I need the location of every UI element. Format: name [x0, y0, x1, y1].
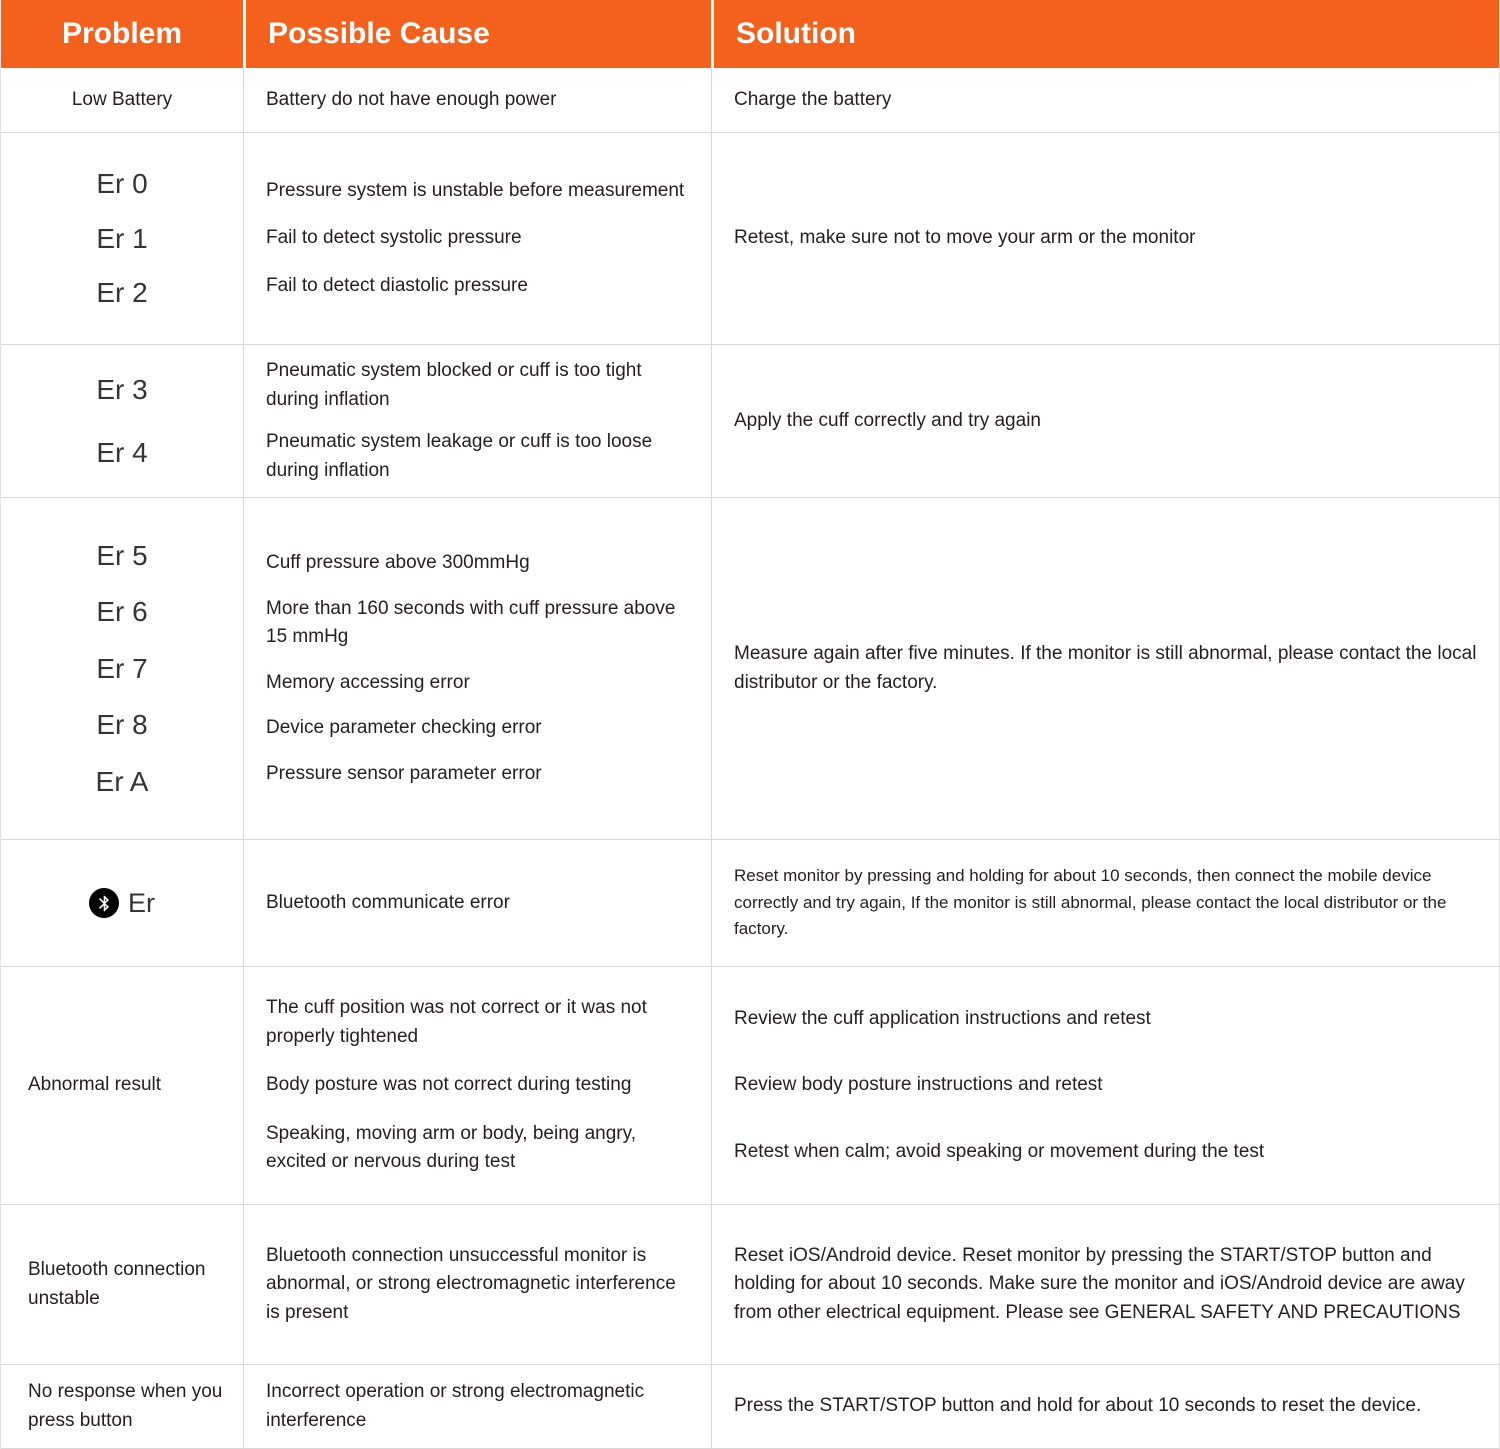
cause-cell [243, 68, 711, 132]
cause-text: Incorrect operation or strong electromagnetic interference [266, 1381, 645, 1431]
cause-text: Fail to detect diastolic pressure [266, 274, 528, 296]
problem-cell [1, 68, 243, 132]
cause-text: The cuff position was not correct or it was not properly tightened [266, 997, 647, 1047]
error-code: Er A [95, 765, 149, 797]
problem-label: Low Battery [71, 88, 173, 110]
cause-cell [243, 345, 711, 497]
problem-label: No response when you press button [28, 1381, 223, 1431]
problem-cell [1, 840, 243, 966]
cause-cell [243, 967, 711, 1204]
cause-text: Fail to detect systolic pressure [266, 227, 522, 249]
error-code: Er 1 [96, 222, 148, 254]
cause-text: Bluetooth connection unsuccessful monitor is abnormal, or strong electromagnetic interference is present [266, 1244, 676, 1323]
cause-cell [243, 133, 711, 344]
solution-text: Retest when calm; avoid speaking or movement during the test [734, 1140, 1265, 1162]
solution-cell [711, 1205, 1499, 1364]
solution-text: Press the START/STOP button and hold for about 10 seconds to reset the device. [734, 1395, 1422, 1417]
cause-text: Device parameter checking error [266, 717, 542, 738]
solution-cell [711, 133, 1499, 344]
cause-text: Body posture was not correct during testing [266, 1074, 632, 1096]
cause-text: Pressure sensor parameter error [266, 762, 542, 784]
error-code: Er 6 [96, 596, 148, 628]
problem-label [89, 888, 155, 919]
problem-cell [1, 1205, 243, 1364]
cause-text: Pneumatic system leakage or cuff is too loose during inflation [266, 431, 653, 481]
solution-cell [711, 498, 1499, 839]
bluetooth-icon [89, 888, 119, 918]
solution-text: Reset iOS/Android device. Reset monitor by pressing the START/STOP button and holding for about 10 seconds. Make sure the monitor and iOS/Android device are away from other electrical equipment. Please see GENERAL SAFETY AND PRECAUTIONS [734, 1244, 1465, 1323]
solution-text: Retest, make sure not to move your arm or the monitor [734, 227, 1196, 249]
solution-cell [711, 1365, 1499, 1448]
error-code: Er [128, 887, 155, 918]
table-row [1, 498, 1499, 840]
solution-cell [711, 68, 1499, 132]
header-possible-cause: Possible Cause [243, 0, 711, 68]
cause-text: Bluetooth communicate error [266, 891, 510, 913]
cause-cell [243, 1205, 711, 1364]
error-code: Er 0 [96, 168, 148, 200]
error-code: Er 7 [96, 652, 148, 684]
solution-cell [711, 967, 1499, 1204]
error-code: Er 5 [96, 539, 148, 571]
solution-text: Reset monitor by pressing and holding for about 10 seconds, then connect the mobile device correctly and try again, If the monitor is still abnormal, please contact the local distributor or the factory. [734, 866, 1447, 939]
problem-label: Bluetooth connection unstable [28, 1259, 206, 1309]
table-header [1, 0, 1499, 68]
problem-cell [1, 1365, 243, 1448]
error-code: Er 4 [96, 436, 148, 468]
cause-text: Memory accessing error [266, 671, 470, 693]
cause-cell [243, 840, 711, 966]
cause-cell [243, 498, 711, 839]
solution-cell [711, 840, 1499, 966]
solution-text: Review body posture instructions and retest [734, 1074, 1103, 1096]
problem-cell [1, 967, 243, 1204]
table-row [1, 345, 1499, 498]
cause-cell [243, 1365, 711, 1448]
cause-text: Cuff pressure above 300mmHg [266, 552, 530, 573]
problem-cell [1, 345, 243, 497]
table-row [1, 840, 1499, 967]
problem-cell [1, 133, 243, 344]
problem-cell [1, 498, 243, 839]
header-solution: Solution [711, 0, 1499, 68]
cause-text: Speaking, moving arm or body, being angry, excited or nervous during test [266, 1122, 636, 1173]
cause-text: Battery do not have enough power [266, 88, 557, 110]
cause-text: More than 160 seconds with cuff pressure above 15 mmHg [266, 597, 676, 647]
header-problem: Problem [61, 17, 183, 50]
solution-text: Measure again after five minutes. If the monitor is still abnormal, please contact the local distributor or the factory. [734, 643, 1477, 693]
table-row [1, 967, 1499, 1205]
error-code: Er 2 [96, 277, 148, 309]
table-row [1, 1205, 1499, 1365]
solution-text: Charge the battery [734, 88, 892, 110]
error-code: Er 8 [96, 709, 148, 741]
problem-label: Abnormal result [28, 1074, 162, 1096]
table-row [1, 133, 1499, 345]
solution-cell [711, 345, 1499, 497]
error-code: Er 3 [96, 373, 148, 405]
cause-text: Pressure system is unstable before measurement [266, 179, 685, 201]
cause-text: Pneumatic system blocked or cuff is too tight during inflation [266, 360, 642, 410]
solution-text: Apply the cuff correctly and try again [734, 409, 1041, 431]
table-row [1, 1365, 1499, 1449]
solution-text: Review the cuff application instructions and retest [734, 1007, 1151, 1029]
table-row [1, 68, 1499, 133]
